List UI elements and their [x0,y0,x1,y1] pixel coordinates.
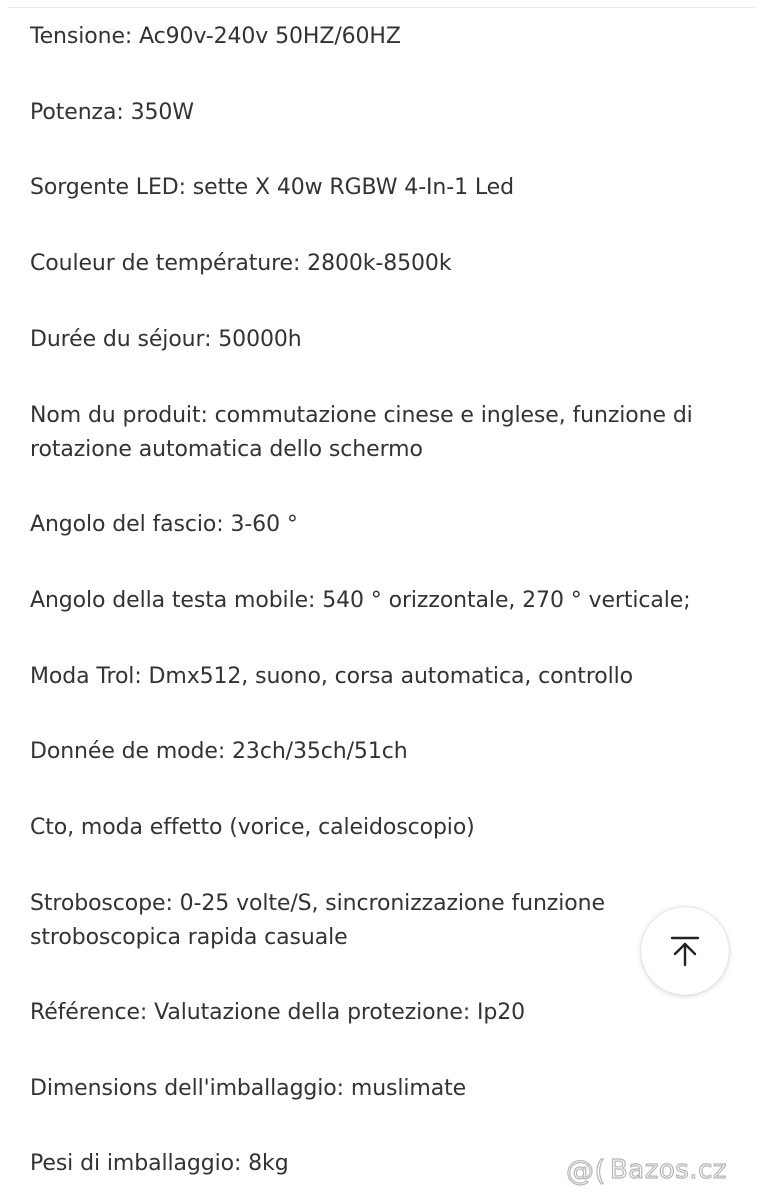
spec-item: Nom du produit: commutazione cinese e inglese, funzione di rotazione automatica dello schermo [30,403,693,462]
spec-item: Cto, moda effetto (vorice, caleidoscopio) [30,815,475,840]
spec-item: Pesi di imballaggio: 8kg [30,1151,289,1176]
spec-item: Angolo del fascio: 3-60 ° [30,512,298,537]
spec-item: Donnée de mode: 23ch/35ch/51ch [30,739,408,764]
arrow-up-to-line-icon [670,935,700,967]
top-divider [8,7,755,8]
spec-item: Angolo della testa mobile: 540 ° orizzontale, 270 ° verticale; [30,588,691,613]
back-to-top-button[interactable] [641,907,729,995]
spec-item: Moda Trol: Dmx512, suono, corsa automatica, controllo [30,664,634,689]
spec-item: Tensione: Ac90v-240v 50HZ/60HZ [30,24,401,49]
spec-item: Potenza: 350W [30,100,194,125]
spec-item: Stroboscope: 0-25 volte/S, sincronizzazione funzione stroboscopica rapida casuale [30,891,605,950]
spec-item: Durée du séjour: 50000h [30,327,302,352]
at-sign-icon: @( [566,1153,606,1187]
spec-item: Dimensions dell'imballaggio: muslimate [30,1076,467,1101]
watermark [566,1150,756,1190]
watermark-text: Bazos.cz [609,1155,728,1185]
spec-item: Référence: Valutazione della protezione: Ip20 [30,1000,526,1025]
spec-item: Couleur de température: 2800k-8500k [30,251,452,276]
spec-item: Sorgente LED: sette X 40w RGBW 4-In-1 Led [30,175,514,200]
